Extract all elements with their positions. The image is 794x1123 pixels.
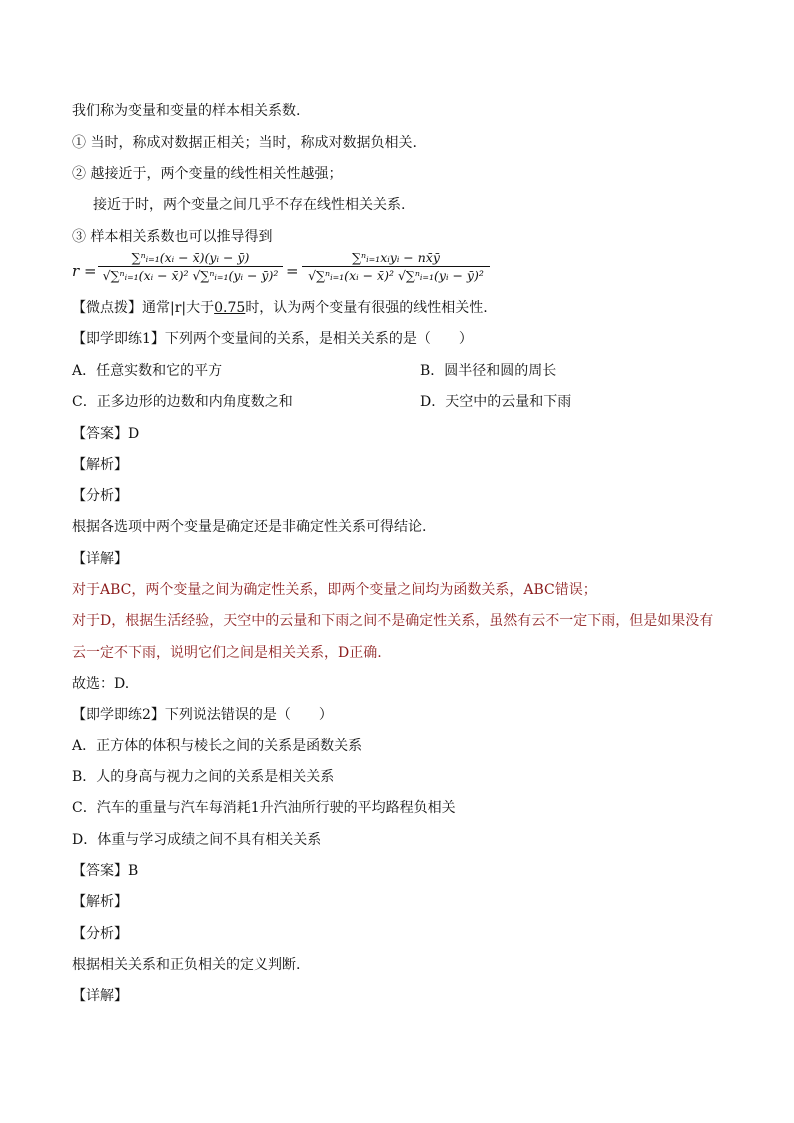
formula-fraction-1 [98, 250, 283, 285]
q1-choose: 故选：D. [72, 676, 130, 692]
no-linear-correlation-note: 接近于时，两个变量之间几乎不存在线性相关关系. [93, 197, 406, 213]
q1-answer-tag: 【答案】 [72, 426, 128, 442]
formula-denominator-2: √∑ⁿᵢ₌₁(xᵢ − x̄)² √∑ⁿᵢ₌₁(yᵢ − ȳ)² [308, 268, 484, 283]
q2-option-b: B．人的身高与视力之间的关系是相关关系 [72, 769, 335, 785]
formula-numerator-1: ∑ⁿᵢ₌₁(xᵢ − x̄)(yᵢ − ȳ) [98, 250, 283, 267]
tip-pre: 通常|r|大于 [142, 300, 215, 316]
q1-jiexi-tag: 【解析】 [72, 457, 128, 473]
q2-answer [72, 861, 138, 881]
q1-option-a: A．任意实数和它的平方 [72, 363, 223, 379]
q1-stem [72, 329, 473, 349]
sample-correlation-definition: 我们称为变量和变量的样本相关系数. [72, 103, 301, 119]
q1-option-d: D．天空中的云量和下雨 [420, 394, 572, 410]
q2-answer-value: B [128, 863, 139, 879]
positive-negative-correlation-note: ① 当时，称成对数据正相关；当时，称成对数据负相关. [72, 135, 417, 151]
q1-answer [72, 424, 139, 444]
tip-value: 0.75 [214, 300, 246, 316]
q2-fenxi-text: 根据相关关系和正负相关的定义判断. [72, 957, 301, 973]
q1-options-cd [72, 392, 572, 412]
q1-answer-value: D [128, 426, 140, 442]
q1-fenxi-text: 根据各选项中两个变量是确定还是非确定性关系可得结论. [72, 519, 427, 535]
q2-option-d: D．体重与学习成绩之间不具有相关关系 [72, 832, 322, 848]
q2-answer-tag: 【答案】 [72, 863, 128, 879]
derivation-note: ③ 样本相关系数也可以推导得到 [72, 229, 273, 245]
q1-detail-3: 云一定不下雨，说明它们之间是相关关系，D正确. [72, 645, 382, 661]
q1-fenxi-tag: 【分析】 [72, 488, 128, 504]
formula-denominator-1: √∑ⁿᵢ₌₁(xᵢ − x̄)² √∑ⁿᵢ₌₁(yᵢ − ȳ)² [102, 268, 279, 283]
q2-stem [72, 705, 333, 725]
tip-line [72, 298, 488, 318]
q1-detail-1: 对于ABC，两个变量之间为确定性关系，即两个变量之间均为函数关系，ABC错误； [72, 582, 597, 598]
strength-note: ② 越接近于，两个变量的线性相关性越强； [72, 166, 343, 182]
tip-post: 时，认为两个变量有很强的线性相关性. [245, 300, 488, 316]
q1-option-b: B．圆半径和圆的周长 [420, 363, 557, 379]
formula-numerator-2: ∑ⁿᵢ₌₁xᵢyᵢ − nx̄ȳ [302, 250, 490, 267]
q2-option-a: A．正方体的体积与棱长之间的关系是函数关系 [72, 738, 363, 754]
q2-text: 下列说法错误的是（ ） [164, 707, 333, 723]
q1-text: 下列两个变量间的关系，是相关关系的是（ ） [164, 331, 473, 347]
formula-equals: = [286, 262, 299, 280]
formula-fraction-2 [302, 250, 490, 285]
q2-jiexi-tag: 【解析】 [72, 894, 128, 910]
q1-options-ab [72, 361, 557, 381]
q1-option-c: C．正多边形的边数和内角度数之和 [72, 394, 293, 410]
tip-tag: 【微点拨】 [72, 300, 142, 316]
q2-option-c: C．汽车的重量与汽车每消耗1升汽油所行驶的平均路程负相关 [72, 800, 456, 816]
q1-detail-2: 对于D，根据生活经验，天空中的云量和下雨之间不是确定性关系，虽然有云不一定下雨，但是如果没有 [72, 613, 714, 629]
q1-xiangjie-tag: 【详解】 [72, 551, 128, 567]
q2-xiangjie-tag: 【详解】 [72, 988, 128, 1004]
q2-fenxi-tag: 【分析】 [72, 926, 128, 942]
q2-tag: 【即学即练2】 [72, 707, 165, 723]
correlation-formula [72, 250, 512, 296]
formula-lhs: r = [72, 262, 97, 280]
q1-tag: 【即学即练1】 [72, 331, 165, 347]
